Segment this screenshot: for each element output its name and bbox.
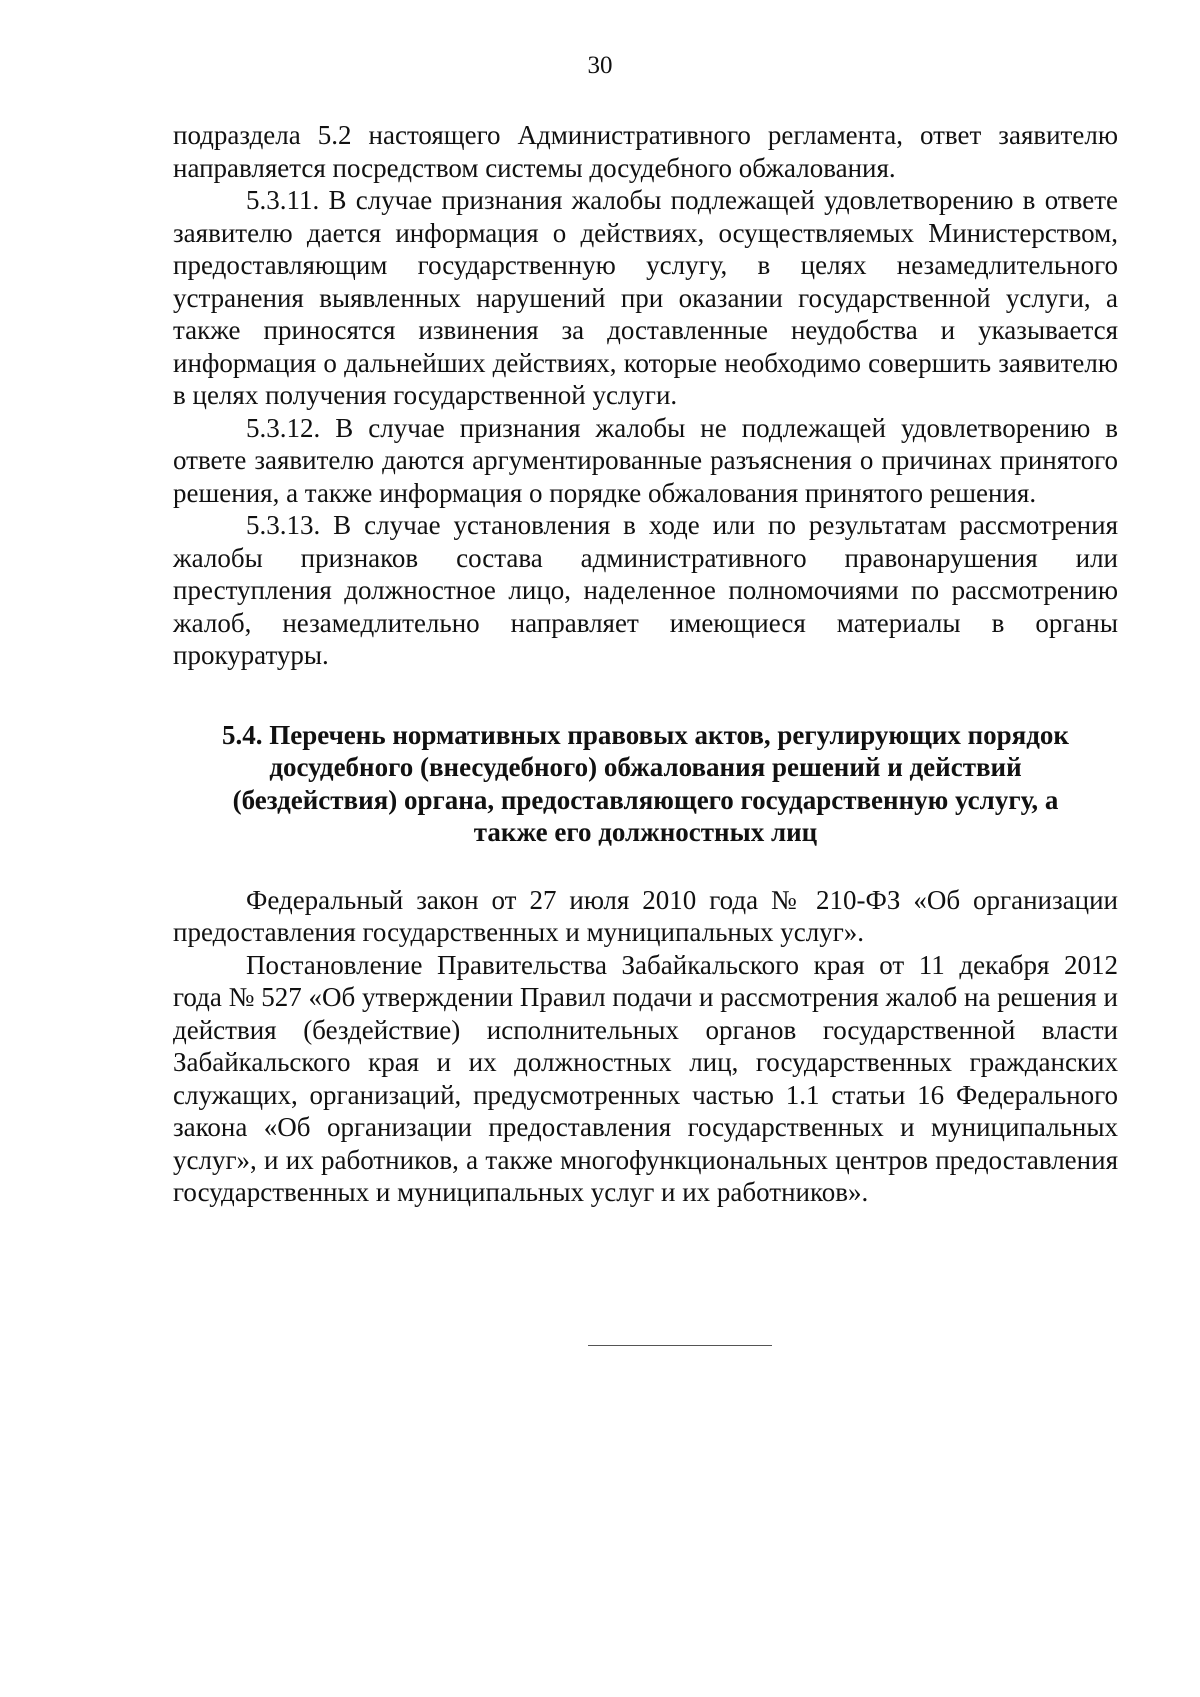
paragraph-government-decree: Постановление Правительства Забайкальского края от 11 декабря 2012 года № 527 «Об утверждении Правил подачи и рассмотрения жалоб на решения и действия (бездействие) исполнительных органов государственной власти Забайкальского края и их должностных лиц, государственных гражданских служащих, организаций, предусмотренных частью 1.1 статьи 16 Федерального закона «Об организации предоставления государственных и муниципальных услуг», и их работников, а также многофункциональных центров предоставления государственных и муниципальных услуг и их работников». [173,949,1118,1207]
end-separator-line [588,1345,772,1346]
document-body [173,119,1118,1209]
page-number: 30 [587,52,613,79]
paragraph-5-3-12: 5.3.12. В случае признания жалобы не подлежащей удовлетворению в ответе заявителю даются аргументированные разъяснения о причинах принятого решения, а также информация о порядке обжалования принятого решения. [173,412,1118,508]
paragraph-federal-law: Федеральный закон от 27 июля 2010 года № 210-ФЗ «Об организации предоставления государственных и муниципальных услуг». [173,884,1118,947]
paragraph-5-3-13: 5.3.13. В случае установления в ходе или по результатам рассмотрения жалобы признаков состава административного правонарушения или преступления должностное лицо, наделенное полномочиями по рассмотрению жалоб, незамедлительно направляет имеющиеся материалы в органы прокуратуры. [173,510,1118,670]
section-heading-5-4: 5.4. Перечень нормативных правовых актов, регулирующих порядок досудебного (внесудебного) обжалования решений и действий (бездействия) органа, предоставляющего государственную услугу, а также его должностных лиц [222,719,1069,847]
paragraph-5-3-11: 5.3.11. В случае признания жалобы подлежащей удовлетворению в ответе заявителю дается информация о действиях, осуществляемых Министерством, предоставляющим государственную услугу, в целях незамедлительного устранения выявленных нарушений при оказании государственной услуги, а также приносятся извинения за доставленные неудобства и указывается информация о дальнейших действиях, которые необходимо совершить заявителю в целях получения государственной услуги. [173,185,1118,410]
paragraph-continuation: подраздела 5.2 настоящего Административного регламента, ответ заявителю направляется посредством системы досудебного обжалования. [173,120,1118,183]
